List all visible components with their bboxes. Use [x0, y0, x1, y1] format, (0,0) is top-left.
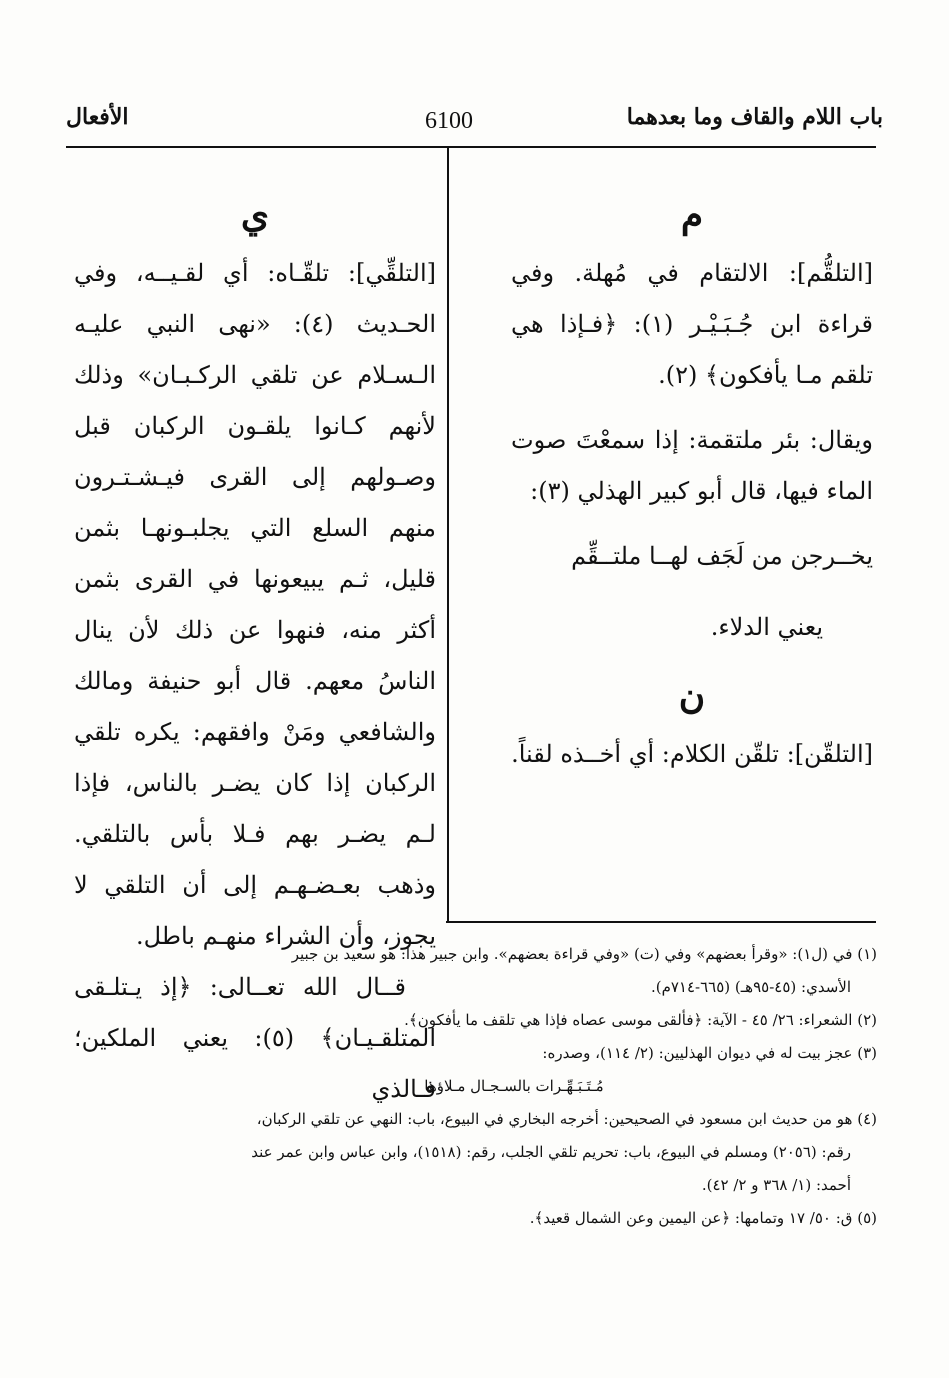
footnote-2: (٢) الشعراء: ٢٦/ ٤٥ - الآية: ﴿فألقى موسى عصاه فإذا هي تلقف ما يأفكون﴾.	[404, 1011, 877, 1029]
footnote-5: (٥) ق: ٥٠/ ١٧ وتمامها: ﴿عن اليمين وعن الشمال قعيد﴾.	[529, 1209, 877, 1227]
footnote-3: (٣) عجز بيت له في ديوان الهذليين: (٢/ ١١٤)، وصدره:	[542, 1044, 877, 1062]
header-rule	[66, 146, 876, 148]
footnote-rule	[446, 921, 876, 923]
section-letter-ya: ي	[240, 194, 270, 236]
footnotes	[71, 938, 877, 1235]
entry-talaqqum: [التلقُّم]: الالتقام في مُهلة. وفي قراءة ابن جُـبَـيْـر (١): ﴿فـإذا هي تلقم مـا يأفكون﴾ (٢).	[511, 259, 874, 389]
section-letter-nun: ن	[678, 675, 706, 717]
running-head-chapter: باب اللام والقاف وما بعدهما	[626, 104, 883, 130]
footnote-4-continued-1: رقم: (٢٠٥٦) ومسلم في البيوع، باب: تحريم تلقي الجلب، رقم: (١٥١٨)، وابن عباس وابن عمر عند	[251, 1143, 851, 1161]
verse-gloss: يعني الدلاء.	[710, 613, 823, 641]
column-divider	[447, 146, 449, 921]
footnote-4-continued-2: أحمد: (١/ ٣٦٨ و ٢/ ٤٢).	[701, 1176, 851, 1194]
poetry-line: يخــرجن من لَجَف لهــا ملتــقِّم	[571, 542, 873, 570]
running-head-section: الأفعال	[66, 104, 129, 130]
footnote-3-verse: مُـتَـبَـهِّـرات بالسـجـال مـلاؤها	[424, 1077, 604, 1095]
section-letter-mim: م	[680, 194, 704, 236]
entry-talaqqi: [التلقِّي]: تلقّـاه: أي لقـيــه، وفي الحـديث (٤): «نهى النبي عليـه الـسـلام عن تلقي الركـبـان» وذلك لأنهم كـانوا يلقـون الركبان قبل وصـولهم إلى القرى فيـشـتـرون منهم السلع التي يجلبـونهـا بثمن قليل، ثـم يبيعونها في القرى بثمن أكثر منه، فنهوا عن ذلك لأن ينال الناسُ معهم. قال أبو حنيفة ومالك والشافعي ومَنْ وافقهم: يكره تلقي الركبان إذا كان يضـر بالناس، فإذا لـم يضـر بهم فـلا بأس بالتلقي. وذهب بعـضـهـم إلى أن التلقي لا يجوز، وأن الشراء منهـم باطل.	[74, 259, 436, 950]
footnote-1-continued: الأسدي: (٤٥-٩٥هـ) (٦٦٥-٧١٤م).	[650, 978, 851, 996]
footnote-4: (٤) هو من حديث ابن مسعود في الصحيحين: أخرجه البخاري في البيوع، باب: النهي عن تلقي الركبان،	[256, 1110, 877, 1128]
footnote-1: (١) في (ل١): «وقرأ بعضهم» وفي (ت) «وفي قراءة بعضهم». وابن جبير هذا: هو سعيد بن جبير	[291, 945, 877, 963]
page-number: 6100	[425, 108, 473, 134]
entry-talaqqun: [التلقّن]: تلقّن الكلام: أي أخــذه لقناً.	[511, 740, 873, 768]
right-column	[511, 186, 873, 794]
entry-multaqima: ويقال: بئر ملتقمة: إذا سمعْتَ صوت الماء فيها، قال أبو كبير الهذلي (٣):	[511, 426, 873, 505]
entry-quran-talaqqi: قــال الله تعــالى: ﴿إذ يـتلـقى المتلقـيـان﴾ (٥): يعني الملكين؛ فـالذي	[74, 973, 437, 1103]
